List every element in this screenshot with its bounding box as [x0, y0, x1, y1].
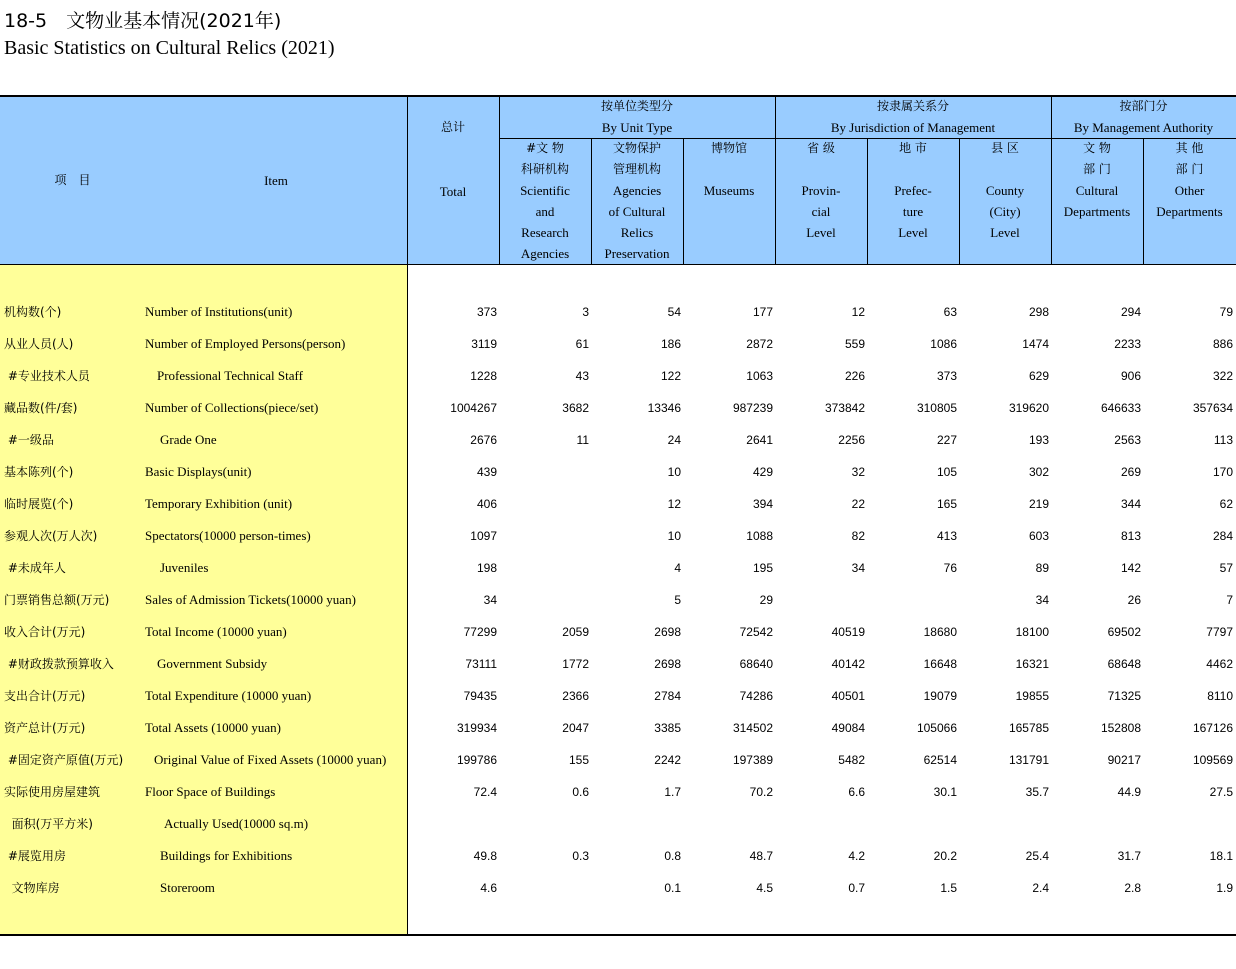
- table-cell: 197389: [732, 753, 773, 767]
- table-cell: 7797: [1206, 625, 1233, 639]
- header-subcolumn-cn: 文物保护: [612, 141, 661, 155]
- table-cell: 90217: [1107, 753, 1141, 767]
- table-cell: 72.4: [473, 785, 497, 799]
- table-cell: 4462: [1206, 657, 1233, 671]
- header-total-cn: 总计: [440, 120, 465, 134]
- table-cell: 219: [1028, 497, 1049, 511]
- table-cell: 373842: [824, 401, 865, 415]
- table-row: [0, 616, 1236, 648]
- table-cell: 357634: [1192, 401, 1233, 415]
- header-subcolumn-en: ture: [902, 204, 924, 219]
- table-cell: 394: [752, 497, 773, 511]
- table-cell: 34: [483, 593, 497, 607]
- table-cell: 2.4: [1032, 881, 1049, 895]
- table-cell: 31.7: [1117, 849, 1141, 863]
- table-cell: 2784: [654, 689, 681, 703]
- table-cell: 2242: [654, 753, 681, 767]
- table-cell: 603: [1028, 529, 1049, 543]
- row-label-en: Temporary Exhibition (unit): [145, 496, 293, 511]
- table-cell: 69502: [1107, 625, 1141, 639]
- header-subcolumn-cn: 部 门: [1175, 162, 1204, 176]
- table-cell: 1228: [470, 369, 497, 383]
- table-cell: 19079: [923, 689, 957, 703]
- table-row: [0, 360, 1236, 392]
- table-cell: 167126: [1192, 721, 1233, 735]
- table-cell: 1.9: [1216, 881, 1233, 895]
- header-subcolumn-en: Relics: [620, 225, 654, 240]
- table-cell: 2366: [562, 689, 589, 703]
- header-subcolumn-en: of Cultural: [608, 204, 666, 219]
- row-label-en: Total Income (10000 yuan): [145, 624, 287, 639]
- table-cell: 8110: [1207, 689, 1233, 703]
- table-cell: 142: [1120, 561, 1141, 575]
- table-row: [0, 456, 1236, 488]
- row-label-cn: 参观人次(万人次): [4, 529, 98, 543]
- table-cell: 302: [1028, 465, 1049, 479]
- table-cell: 294: [1120, 305, 1141, 319]
- table-cell: 646633: [1100, 401, 1141, 415]
- table-cell: 79435: [463, 689, 497, 703]
- header-subcolumn-cn: 部 门: [1083, 162, 1111, 176]
- table-cell: 27.5: [1209, 785, 1233, 799]
- table-cell: 1004267: [450, 401, 497, 415]
- header-subcolumn: [591, 138, 683, 264]
- table-cell: 1097: [470, 529, 497, 543]
- table-cell: 186: [660, 337, 681, 351]
- table-cell: 177: [752, 305, 773, 319]
- row-label-cn: 资产总计(万元): [4, 721, 86, 735]
- table-cell: 373: [936, 369, 957, 383]
- table-cell: 2872: [746, 337, 773, 351]
- table-cell: 2233: [1114, 337, 1141, 351]
- table-cell: 198: [476, 561, 497, 575]
- table-row: [0, 808, 1236, 840]
- header-subcolumn-cn: 省 级: [807, 141, 835, 155]
- table-cell: 0.3: [572, 849, 589, 863]
- table-cell: 61: [575, 337, 589, 351]
- table-cell: 429: [752, 465, 773, 479]
- table-cell: 24: [667, 433, 681, 447]
- table-row: [0, 744, 1236, 776]
- row-label-cn: 面积(万平方米): [4, 817, 93, 831]
- table-cell: 165785: [1008, 721, 1049, 735]
- header-group-jurisdiction: 按隶属关系分 By Jurisdiction of Management: [830, 99, 996, 135]
- table-cell: 406: [476, 497, 497, 511]
- header-subcolumn: [959, 138, 1051, 243]
- table-cell: 5482: [838, 753, 865, 767]
- header-group-unit-type: 按单位类型分 By Unit Type: [600, 99, 673, 135]
- table-cell: 227: [936, 433, 957, 447]
- page-title-en: Basic Statistics on Cultural Relics (2021): [4, 37, 335, 59]
- table-cell: 284: [1212, 529, 1233, 543]
- table-row: [0, 296, 1236, 328]
- table-cell: 165: [936, 497, 957, 511]
- table-cell: 4: [674, 561, 681, 575]
- table-cell: 2.8: [1124, 881, 1141, 895]
- table-cell: 6.6: [848, 785, 865, 799]
- row-label-cn: 从业人员(人): [4, 337, 74, 351]
- row-label-en: Grade One: [160, 432, 217, 447]
- row-label-en: Buildings for Exhibitions: [160, 848, 293, 863]
- table-cell: 3682: [562, 401, 589, 415]
- table-cell: 16321: [1015, 657, 1049, 671]
- table-cell: 109569: [1192, 753, 1233, 767]
- header-subcolumn-cn: 县 区: [991, 141, 1019, 155]
- header-subcolumn-en: Departments: [1063, 204, 1131, 219]
- table-cell: 2563: [1114, 433, 1141, 447]
- table-cell: 4.2: [848, 849, 865, 863]
- table-cell: 74286: [739, 689, 773, 703]
- table-cell: 813: [1120, 529, 1141, 543]
- table-cell: 34: [1035, 593, 1049, 607]
- table-cell: 18680: [923, 625, 957, 639]
- table-cell: 226: [844, 369, 865, 383]
- header-subcolumn: [499, 138, 591, 264]
- table-cell: 13346: [647, 401, 681, 415]
- table-cell: 7: [1226, 593, 1233, 607]
- table-cell: 199786: [456, 753, 497, 767]
- row-label-cn: #一级品: [4, 433, 54, 447]
- table-cell: 44.9: [1117, 785, 1141, 799]
- table-cell: 1.7: [664, 785, 681, 799]
- table-cell: 310805: [916, 401, 957, 415]
- table-cell: 20.2: [933, 849, 957, 863]
- table-cell: 26: [1127, 593, 1141, 607]
- table-cell: 35.7: [1025, 785, 1049, 799]
- table-cell: 373: [476, 305, 497, 319]
- page-title-cn: 18-5 文物业基本情况(2021年): [4, 10, 282, 32]
- table-cell: 131791: [1008, 753, 1049, 767]
- row-label-en: Number of Institutions(unit): [145, 304, 293, 319]
- table-cell: 70.2: [749, 785, 773, 799]
- table-cell: 32: [851, 465, 865, 479]
- table-cell: 71325: [1107, 689, 1141, 703]
- table-cell: 344: [1120, 497, 1141, 511]
- table-cell: 49.8: [473, 849, 497, 863]
- row-label-cn: #未成年人: [4, 561, 66, 575]
- table-cell: 77299: [463, 625, 497, 639]
- table-cell: 18100: [1015, 625, 1049, 639]
- table-cell: 54: [667, 305, 681, 319]
- row-label-en: Number of Employed Persons(person): [145, 336, 346, 351]
- table-cell: 76: [943, 561, 957, 575]
- table-row: [0, 488, 1236, 520]
- header-subcolumn-en: Agencies: [520, 246, 570, 261]
- table-cell: 68640: [739, 657, 773, 671]
- header-item-en: Item: [264, 173, 288, 188]
- header-subcolumn-cn: 其 他: [1175, 141, 1204, 155]
- table-cell: 1772: [562, 657, 589, 671]
- header-subcolumn-en: Level: [898, 225, 928, 240]
- table-cell: 62: [1219, 497, 1233, 511]
- table-cell: 1474: [1022, 337, 1049, 351]
- table-cell: 314502: [732, 721, 773, 735]
- header-subcolumn-en: Provin-: [801, 183, 841, 198]
- header-subcolumn-en: Agencies: [612, 183, 662, 198]
- table-cell: 2698: [654, 625, 681, 639]
- table-cell: 0.1: [664, 881, 681, 895]
- table-row: [0, 712, 1236, 744]
- table-cell: 2698: [654, 657, 681, 671]
- row-label-en: Spectators(10000 person-times): [145, 528, 311, 543]
- header-subcolumn-en: Departments: [1156, 204, 1223, 219]
- header-group-authority: 按部门分 By Management Authority: [1073, 99, 1214, 135]
- header-subcolumn-cn: 管理机构: [612, 162, 661, 176]
- header-subcolumn-en: Preservation: [604, 246, 670, 261]
- header-subcolumn-cn: #文 物: [526, 141, 564, 155]
- header-subcolumn-en: and: [535, 204, 555, 219]
- table-cell: 886: [1212, 337, 1233, 351]
- table-cell: 25.4: [1025, 849, 1049, 863]
- table-cell: 105066: [916, 721, 957, 735]
- row-label-cn: 收入合计(万元): [4, 625, 86, 639]
- row-label-en: Number of Collections(piece/set): [145, 400, 319, 415]
- table-cell: 2676: [470, 433, 497, 447]
- table-row: [0, 328, 1236, 360]
- table-cell: 68648: [1107, 657, 1141, 671]
- row-label-cn: 实际使用房屋建筑: [4, 785, 101, 799]
- table-cell: 322: [1212, 369, 1233, 383]
- table-cell: 1088: [746, 529, 773, 543]
- row-label-en: Floor Space of Buildings: [145, 784, 276, 799]
- row-label-cn: #财政拨款预算收入: [4, 657, 114, 671]
- header-subcolumn-en: Other: [1174, 183, 1205, 198]
- header-subcolumn: [867, 138, 959, 243]
- header-subcolumn-cn: 文 物: [1083, 141, 1111, 155]
- table-cell: 0.8: [664, 849, 681, 863]
- table-cell: 5: [674, 593, 681, 607]
- table-row: [0, 648, 1236, 680]
- table-cell: 34: [851, 561, 865, 575]
- header-subcolumn: [1051, 138, 1143, 222]
- table-cell: 3: [582, 305, 589, 319]
- table-cell: 906: [1120, 369, 1141, 383]
- header-subcolumn-en: cial: [811, 204, 831, 219]
- table-cell: 1.5: [940, 881, 957, 895]
- table-cell: 113: [1213, 433, 1233, 447]
- table-cell: 82: [851, 529, 865, 543]
- row-label-en: Juveniles: [160, 560, 209, 575]
- table-cell: 1086: [930, 337, 957, 351]
- header-subcolumn-en: Scientific: [520, 183, 570, 198]
- header-total-en: Total: [439, 184, 467, 199]
- row-label-cn: 文物库房: [4, 881, 60, 895]
- row-label-cn: 基本陈列(个): [4, 465, 74, 479]
- table-cell: 79: [1219, 305, 1233, 319]
- table-cell: 298: [1028, 305, 1049, 319]
- table-cell: 1063: [746, 369, 773, 383]
- table-cell: 30.1: [933, 785, 957, 799]
- table-cell: 105: [936, 465, 957, 479]
- table-row: [0, 392, 1236, 424]
- table-cell: 269: [1120, 465, 1141, 479]
- table-cell: 0.6: [572, 785, 589, 799]
- header-subcolumn-en: (City): [989, 204, 1021, 219]
- table-cell: 12: [667, 497, 681, 511]
- table-cell: 413: [936, 529, 957, 543]
- table-cell: 19855: [1015, 689, 1049, 703]
- row-label-en: Total Assets (10000 yuan): [145, 720, 281, 735]
- row-label-cn: 支出合计(万元): [4, 689, 86, 703]
- header-subcolumn-en: Level: [990, 225, 1020, 240]
- header-subcolumn-en: Cultural: [1075, 183, 1119, 198]
- table-cell: 195: [752, 561, 773, 575]
- table-cell: 319620: [1008, 401, 1049, 415]
- row-label-cn: 藏品数(件/套): [4, 401, 78, 415]
- row-label-cn: #展览用房: [4, 849, 66, 863]
- table-cell: 73111: [465, 657, 497, 671]
- table-row: [0, 680, 1236, 712]
- table-cell: 72542: [739, 625, 773, 639]
- table-bottom-rule: [0, 934, 1236, 936]
- row-label-en: Professional Technical Staff: [157, 368, 303, 383]
- row-label-en: Total Expenditure (10000 yuan): [145, 688, 312, 703]
- table-cell: 62514: [923, 753, 957, 767]
- row-label-cn: 机构数(个): [4, 305, 62, 319]
- row-label-en: Sales of Admission Tickets(10000 yuan): [145, 592, 356, 607]
- table-cell: 3385: [654, 721, 681, 735]
- table-cell: 193: [1028, 433, 1049, 447]
- header-subcolumn-en: County: [985, 183, 1025, 198]
- table-cell: 152808: [1100, 721, 1141, 735]
- header-subcolumn-cn: 博物馆: [710, 141, 747, 155]
- table-row: [0, 552, 1236, 584]
- table-cell: 11: [576, 433, 589, 447]
- row-label-en: Basic Displays(unit): [145, 464, 252, 479]
- header-subcolumn-cn: 科研机构: [520, 162, 569, 176]
- table-cell: 3119: [471, 337, 497, 351]
- table-cell: 49084: [831, 721, 865, 735]
- table-cell: 155: [568, 753, 589, 767]
- table-cell: 987239: [732, 401, 773, 415]
- table-cell: 16648: [923, 657, 957, 671]
- table-cell: 2059: [562, 625, 589, 639]
- table-row: [0, 584, 1236, 616]
- row-label-en: Actually Used(10000 sq.m): [164, 816, 309, 831]
- table-cell: 89: [1035, 561, 1049, 575]
- header-subcolumn-en: Level: [806, 225, 836, 240]
- row-label-cn: 门票销售总额(万元): [4, 593, 110, 607]
- row-label-en: Government Subsidy: [157, 656, 268, 671]
- header-subcolumn-cn: 地 市: [899, 141, 927, 155]
- table-cell: 559: [844, 337, 865, 351]
- table-cell: 40519: [831, 625, 865, 639]
- table-cell: 43: [575, 369, 589, 383]
- table-cell: 48.7: [749, 849, 773, 863]
- table-cell: 40142: [831, 657, 865, 671]
- header-subcolumn: [775, 138, 867, 243]
- table-cell: 629: [1028, 369, 1049, 383]
- table-cell: 2256: [838, 433, 865, 447]
- table-cell: 40501: [831, 689, 865, 703]
- header-subcolumn: [1143, 138, 1236, 222]
- header-subcolumn-en: Prefec-: [894, 183, 932, 198]
- header-item-cn: 项 目: [54, 173, 91, 187]
- table-row: [0, 520, 1236, 552]
- header-subcolumn: [683, 138, 775, 201]
- table-cell: 10: [667, 465, 681, 479]
- table-cell: 22: [851, 497, 865, 511]
- row-label-cn: 临时展览(个): [4, 497, 74, 511]
- row-label-cn: #固定资产原值(万元): [4, 753, 124, 767]
- header-subcolumn-en: Museums: [703, 183, 755, 198]
- table-row: [0, 776, 1236, 808]
- header-subcolumn-en: Research: [521, 225, 569, 240]
- table-cell: 2047: [562, 721, 589, 735]
- table-cell: 170: [1212, 465, 1233, 479]
- table-row: [0, 840, 1236, 872]
- table-cell: 4.5: [756, 881, 773, 895]
- row-label-en: Original Value of Fixed Assets (10000 yuan): [154, 752, 387, 767]
- table-cell: 319934: [456, 721, 497, 735]
- table-cell: 0.7: [848, 881, 865, 895]
- header-bottom-rule: [0, 264, 1236, 265]
- table-cell: 10: [667, 529, 681, 543]
- table-cell: 29: [759, 593, 773, 607]
- row-label-en: Storeroom: [160, 880, 215, 895]
- table-cell: 18.1: [1209, 849, 1233, 863]
- table-cell: 12: [851, 305, 865, 319]
- table-cell: 2641: [746, 433, 773, 447]
- table-cell: 122: [660, 369, 681, 383]
- table-row: [0, 872, 1236, 904]
- row-label-cn: #专业技术人员: [4, 369, 90, 383]
- table-cell: 57: [1219, 561, 1233, 575]
- table-row: [0, 424, 1236, 456]
- table-cell: 63: [943, 305, 957, 319]
- table-cell: 4.6: [480, 881, 497, 895]
- table-cell: 439: [476, 465, 497, 479]
